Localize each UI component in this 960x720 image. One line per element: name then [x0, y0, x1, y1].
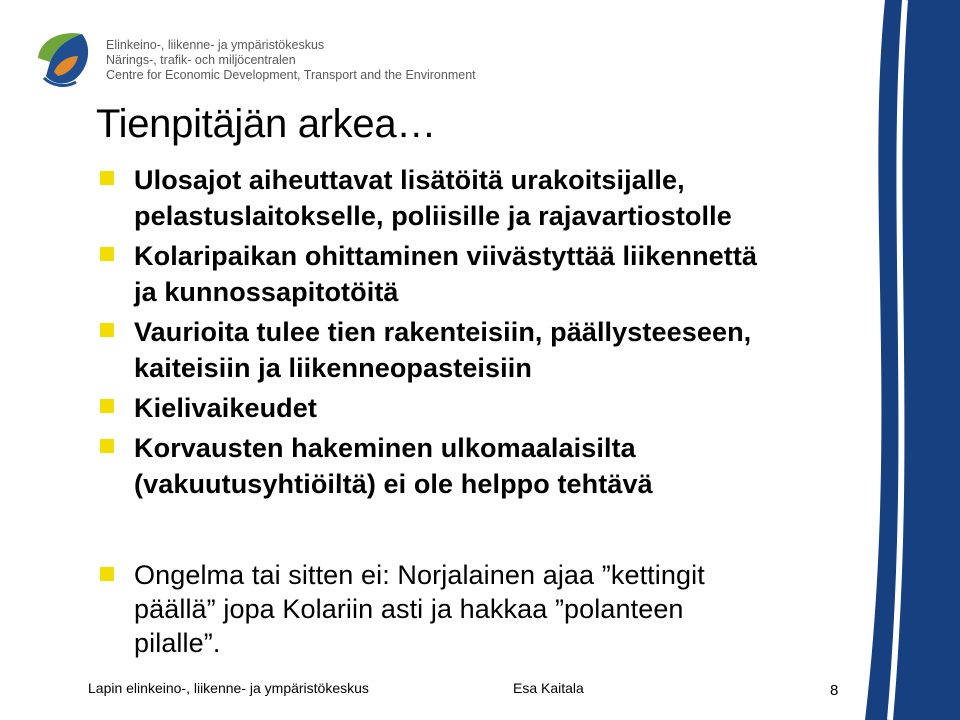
bullet-item [100, 390, 830, 426]
organization-name [106, 38, 476, 83]
bullet-item [100, 430, 830, 502]
footer-author: Esa Kaitala [513, 680, 584, 696]
bullet-text-line: kaiteisiin ja liikenneopasteisiin [134, 353, 532, 383]
logo-line-en: Centre for Economic Development, Transport and the Environment [106, 68, 476, 82]
bullet-item [100, 238, 830, 310]
bullet-item [100, 314, 830, 386]
ely-logo-icon [30, 28, 100, 92]
footer-organization: Lapin elinkeino-, liikenne- ja ympäristökeskus [88, 680, 369, 696]
bullet-square-icon [100, 247, 114, 261]
bullet-text-line: Vaurioita tulee tien rakenteisiin, päällysteeseen, [134, 317, 752, 347]
bullet-text-line: Kielivaikeudet [134, 393, 317, 423]
slide-title: Tienpitäjän arkea… [96, 102, 436, 146]
bullet-text-line: pilalle”. [134, 628, 221, 658]
bullet-text-line: Kolaripaikan ohittaminen viivästyttää liikennettä [134, 241, 758, 271]
bullet-square-icon [100, 439, 114, 453]
bullet-square-icon [100, 323, 114, 337]
bullet-text-line: päällä” jopa Kolariin asti ja hakkaa ”polanteen [134, 594, 684, 624]
bullet-text-line: Ongelma tai sitten ei: Norjalainen ajaa ”kettingit [134, 560, 705, 590]
bullet-square-icon [100, 171, 114, 185]
bullet-item [100, 558, 830, 660]
page-number: 8 [830, 682, 839, 699]
logo-line-fi: Elinkeino-, liikenne- ja ympäristökeskus [106, 38, 325, 52]
bullet-list [100, 162, 830, 502]
logo-line-sv: Närings-, trafik- och miljöcentralen [106, 53, 296, 67]
bullet-text-line: pelastuslaitokselle, poliisille ja rajavartiostolle [134, 201, 732, 231]
extra-bullet-list [100, 558, 830, 660]
bullet-square-icon [100, 399, 114, 413]
bullet-square-icon [100, 567, 114, 581]
bullet-text-line: Korvausten hakeminen ulkomaalaisilta [134, 433, 636, 463]
side-decoration [845, 0, 960, 720]
bullet-item [100, 162, 830, 234]
bullet-text-line: Ulosajot aiheuttavat lisätöitä urakoitsijalle, [134, 165, 685, 195]
bullet-text-line: ja kunnossapitotöitä [134, 277, 399, 307]
bullet-text-line: (vakuutusyhtiöiltä) ei ole helppo tehtävä [134, 469, 653, 499]
